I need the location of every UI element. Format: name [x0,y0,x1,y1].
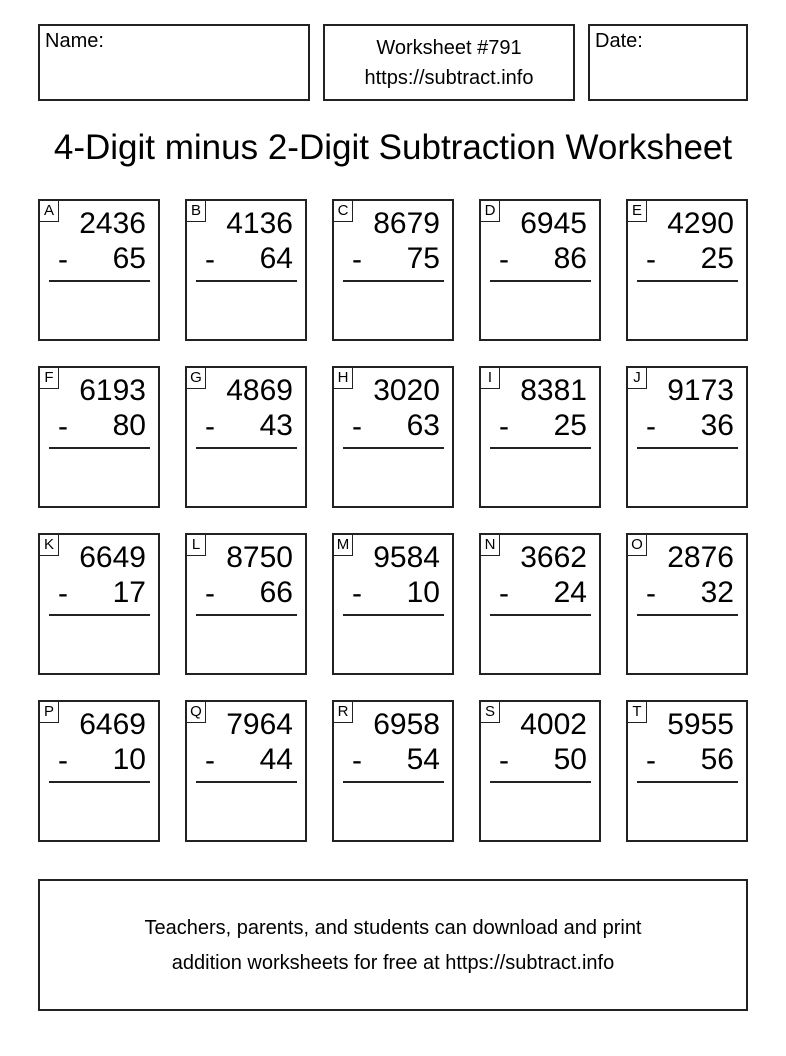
minus-sign: - [352,744,362,777]
problem-label: R [333,701,353,723]
problem-card[interactable] [332,533,454,675]
minuend: 8679 [373,207,440,240]
minuend: 4290 [667,207,734,240]
answer-line [637,447,738,449]
minuend: 6193 [79,374,146,407]
answer-line [196,614,297,616]
minuend: 3020 [373,374,440,407]
subtrahend: 66 [259,576,293,609]
worksheet-number: Worksheet #791 [376,37,522,59]
minuend: 6958 [373,708,440,741]
minus-sign: - [352,410,362,443]
footer-line-2: addition worksheets for free at https://subtract.info [171,952,615,974]
problem-label: F [39,367,59,389]
minuend: 9173 [667,374,734,407]
minuend: 8381 [520,374,587,407]
problem-card[interactable] [38,700,160,842]
minuend: 8750 [226,541,293,574]
minus-sign: - [499,410,509,443]
subtrahend: 10 [112,743,146,776]
minuend: 5955 [667,708,734,741]
subtrahend: 63 [406,409,440,442]
subtrahend: 43 [259,409,293,442]
answer-line [637,781,738,783]
problem-label: A [39,200,59,222]
minuend: 2876 [667,541,734,574]
answer-line [343,447,444,449]
problem-label: I [480,367,500,389]
minus-sign: - [58,410,68,443]
page-title: 4-Digit minus 2-Digit Subtraction Worksheet [53,128,733,167]
minus-sign: - [205,577,215,610]
footer-line-1: Teachers, parents, and students can download and print [144,917,642,939]
problem-label: M [333,534,353,556]
worksheet-url: https://subtract.info [364,67,534,89]
problem-card[interactable] [38,533,160,675]
problem-card[interactable] [185,533,307,675]
problem-label: J [627,367,647,389]
problem-card[interactable] [185,199,307,341]
problem-label: O [627,534,647,556]
answer-line [343,781,444,783]
problem-card[interactable] [332,700,454,842]
subtrahend: 50 [553,743,587,776]
problem-card[interactable] [626,700,748,842]
problem-label: B [186,200,206,222]
problem-card[interactable] [185,366,307,508]
answer-line [49,614,150,616]
problem-card[interactable] [479,700,601,842]
subtrahend: 80 [112,409,146,442]
name-label: Name: [45,30,104,52]
minus-sign: - [352,243,362,276]
minuend: 4136 [226,207,293,240]
subtrahend: 25 [700,242,734,275]
minuend: 6469 [79,708,146,741]
problem-card[interactable] [332,199,454,341]
problem-label: G [186,367,206,389]
answer-line [343,280,444,282]
problem-card[interactable] [479,533,601,675]
subtrahend: 75 [406,242,440,275]
problem-card[interactable] [38,366,160,508]
minus-sign: - [646,410,656,443]
problem-label: D [480,200,500,222]
footer-note [38,879,748,1011]
subtrahend: 86 [553,242,587,275]
problem-card[interactable] [479,199,601,341]
subtrahend: 17 [112,576,146,609]
minus-sign: - [352,577,362,610]
answer-line [49,781,150,783]
subtrahend: 25 [553,409,587,442]
minus-sign: - [205,744,215,777]
minuend: 4002 [520,708,587,741]
problem-label: Q [186,701,206,723]
minuend: 4869 [226,374,293,407]
problem-card[interactable] [626,533,748,675]
subtrahend: 24 [553,576,587,609]
minus-sign: - [646,744,656,777]
date-label: Date: [595,30,643,52]
date-field[interactable] [588,24,748,101]
subtrahend: 65 [112,242,146,275]
problem-label: E [627,200,647,222]
problem-card[interactable] [332,366,454,508]
problem-card[interactable] [626,199,748,341]
subtrahend: 10 [406,576,440,609]
answer-line [490,614,591,616]
answer-line [637,614,738,616]
answer-line [196,447,297,449]
problem-card[interactable] [185,700,307,842]
worksheet-info-box [323,24,575,101]
minuend: 7964 [226,708,293,741]
subtrahend: 32 [700,576,734,609]
problem-label: K [39,534,59,556]
minuend: 3662 [520,541,587,574]
problem-card[interactable] [479,366,601,508]
name-field[interactable] [38,24,310,101]
problem-label: C [333,200,353,222]
problem-label: L [186,534,206,556]
answer-line [490,447,591,449]
answer-line [490,280,591,282]
minus-sign: - [205,243,215,276]
minus-sign: - [58,243,68,276]
problem-label: S [480,701,500,723]
minuend: 2436 [79,207,146,240]
answer-line [49,280,150,282]
answer-line [196,781,297,783]
subtrahend: 64 [259,242,293,275]
subtrahend: 54 [406,743,440,776]
problem-label: T [627,701,647,723]
minuend: 6945 [520,207,587,240]
minuend: 6649 [79,541,146,574]
minus-sign: - [205,410,215,443]
answer-line [49,447,150,449]
answer-line [196,280,297,282]
minus-sign: - [58,744,68,777]
minus-sign: - [58,577,68,610]
subtrahend: 44 [259,743,293,776]
minus-sign: - [499,243,509,276]
problem-label: P [39,701,59,723]
subtrahend: 36 [700,409,734,442]
minus-sign: - [646,243,656,276]
minus-sign: - [646,577,656,610]
minuend: 9584 [373,541,440,574]
subtrahend: 56 [700,743,734,776]
answer-line [343,614,444,616]
problem-card[interactable] [38,199,160,341]
problem-label: N [480,534,500,556]
problem-label: H [333,367,353,389]
minus-sign: - [499,577,509,610]
problem-grid [38,199,748,842]
problem-card[interactable] [626,366,748,508]
minus-sign: - [499,744,509,777]
answer-line [490,781,591,783]
answer-line [637,280,738,282]
